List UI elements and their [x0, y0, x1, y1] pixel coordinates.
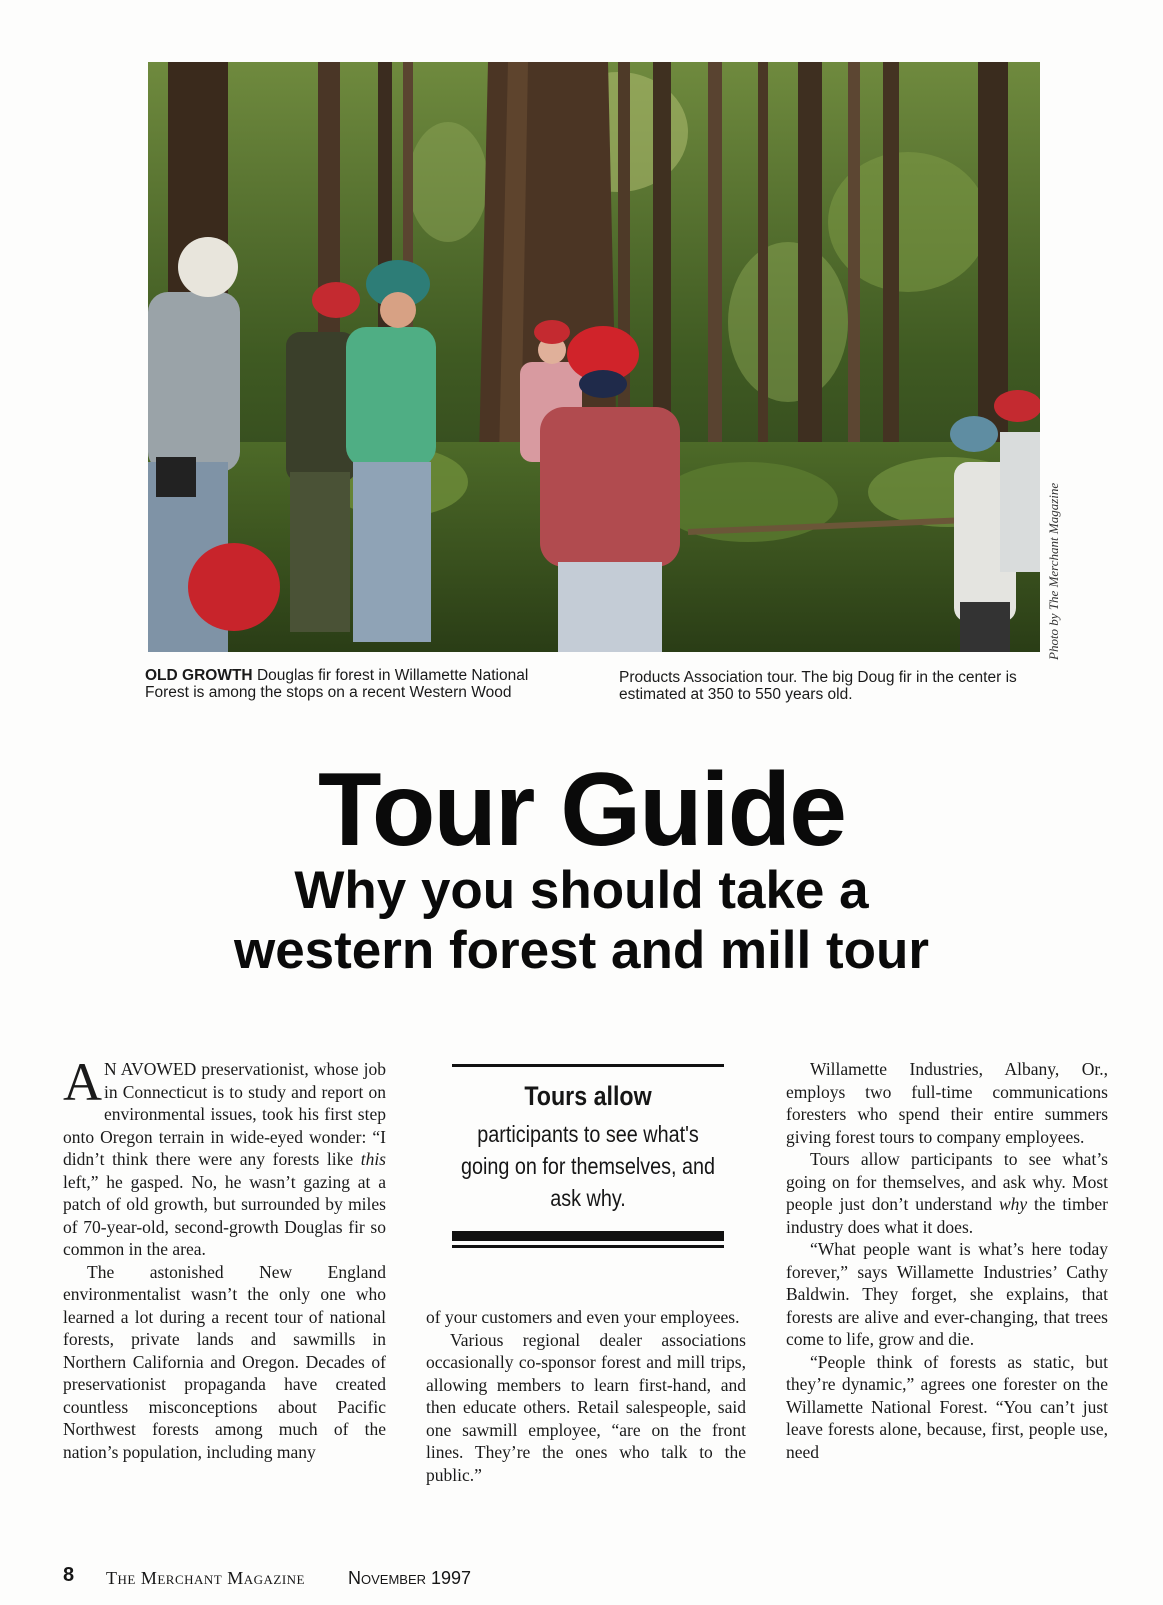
caption-left-text: Douglas fir forest in Willamette National Forest is among the stops on a recent Western Wood [145, 667, 529, 701]
emphasis-text: why [998, 1194, 1028, 1214]
headline-subtitle-line2: western forest and mill tour [233, 921, 929, 980]
caption-lead: OLD GROWTH [145, 667, 253, 684]
photo-credit: Photo by The Merchant Magazine [1046, 482, 1061, 660]
page-number: 8 [63, 1564, 75, 1586]
drop-cap: A [63, 1052, 102, 1112]
article-paragraph [786, 1148, 1108, 1238]
issue-date: November 1997 [348, 1568, 472, 1588]
paragraph-text: N AVOWED preservationist, whose job in Connecticut is to study and report on environmental issues, took his first step onto Oregon terrain in wide-eyed wonder: “I didn’t think there were any forests like [63, 1059, 386, 1169]
paragraph-text: the timber industry does what it does. [786, 1194, 1108, 1237]
article-paragraph: Various regional dealer associations occasionally co-sponsor forest and mill trips, allowing members to learn first-hand, and then educate others. Retail salespeople, said one sawmill employee, “are on the front lines. They’re the ones who talk to the public.” [426, 1329, 746, 1485]
photo-caption-right: Products Association tour. The big Doug fir in the center is estimated at 350 to 550 years old. [619, 669, 1017, 703]
article-paragraph: “What people want is what’s here today forever,” says Willamette Industries’ Cathy Baldwin. They forget, she explains, that forests are alive and ever-changing, that trees come to life, grow and die. [786, 1239, 1108, 1349]
pull-quote-title: Tours allow [524, 1081, 652, 1111]
paragraph-text: Tours allow participants to see what’s going on for themselves, and ask why. Most people just don’t understand [786, 1149, 1108, 1214]
article-paragraph: The astonished New England environmentalist wasn’t the only one who learned a lot during a recent tour of national forests, private lands and sawmills in Northern California and Oregon. Decades of preservationist propaganda have created countless misconceptions about Pacific Northwest forests among much of the nation’s population, including many [63, 1261, 386, 1462]
emphasis-text: this [360, 1149, 386, 1169]
pull-quote-rule-top [452, 1064, 724, 1067]
article-paragraph [63, 1052, 386, 1261]
photo-caption-left [145, 667, 575, 701]
article-paragraph: “People think of forests as static, but they’re dynamic,” agrees one forester on the Willamette National Forest. “You can’t just leave forests alone, because, first, people use, need [786, 1351, 1108, 1462]
pull-quote-rule-thick [452, 1231, 724, 1241]
article-column-2 [426, 1306, 746, 1486]
article-paragraph: of your customers and even your employees. [426, 1307, 740, 1327]
paragraph-text: left,” he gasped. No, he wasn’t gazing at a patch of old growth, but surrounded by miles of 70-year-old, second-growth Douglas fir so common in the area. [63, 1171, 386, 1259]
forest-tour-photo [148, 62, 1040, 652]
article-paragraph: Willamette Industries, Albany, Or., employs two full-time communications foresters who spend their entire summers giving forest tours to company employees. [786, 1059, 1108, 1147]
article-column-1 [63, 1052, 386, 1463]
headline-title: Tour Guide [318, 752, 845, 868]
magazine-name: The Merchant Magazine [106, 1568, 305, 1588]
pull-quote-body: participants to see what's going on for themselves, and ask why. [460, 1121, 715, 1211]
article-column-3 [786, 1058, 1108, 1463]
headline-subtitle-line1: Why you should take a [294, 861, 869, 920]
pull-quote-rule-thin [452, 1245, 724, 1248]
